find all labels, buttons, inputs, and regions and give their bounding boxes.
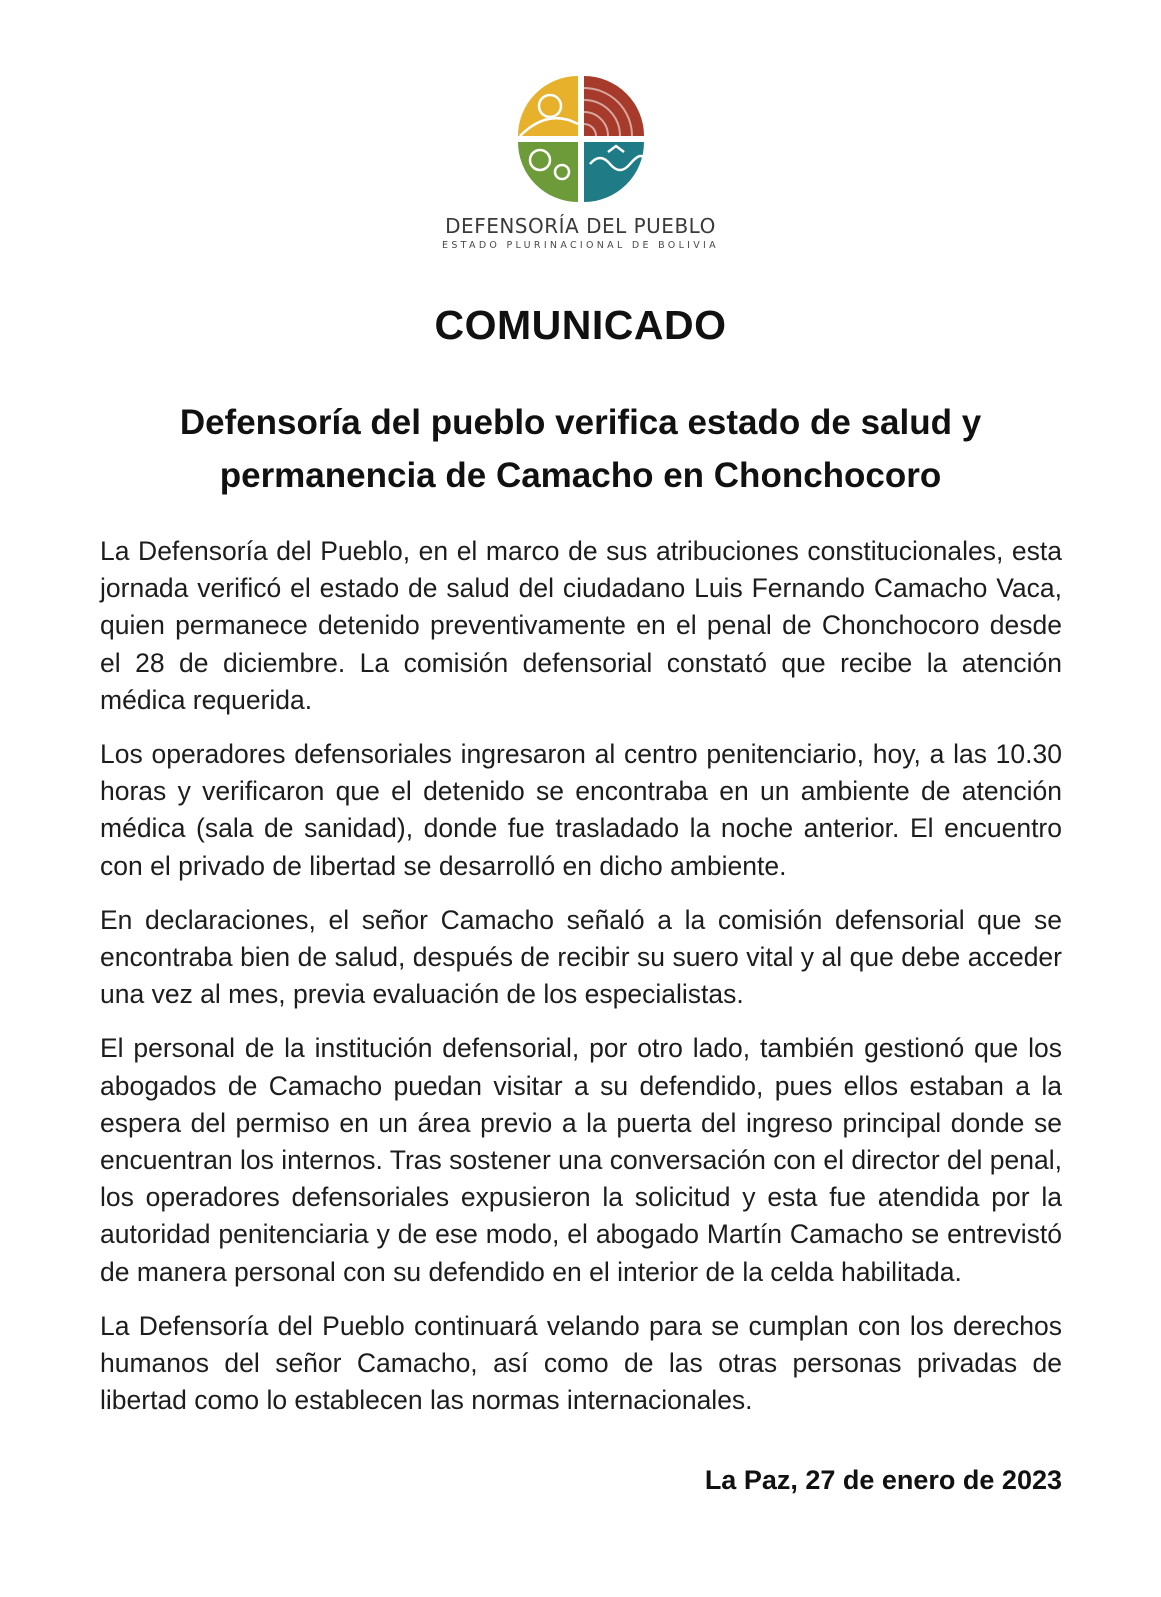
document-body (100, 533, 1062, 1436)
document-headline (0, 396, 1161, 502)
place-date: La Paz, 27 de enero de 2023 (704, 1465, 1062, 1495)
document-title: COMUNICADO (434, 302, 727, 348)
headline-line-2: permanencia de Camacho en Chonchocoro (219, 456, 942, 495)
defensoria-logo-icon (516, 74, 646, 204)
logo-quadrant-teal (584, 142, 644, 202)
paragraph-2: Los operadores defensoriales ingresaron al centro penitenciario, hoy, a las 10.30 horas y verificaron que el detenido se encontraba en un ambiente de atención médica (sala de sanidad), donde fue trasladado la noche anterior. El encuentro con el privado de libertad se desarrolló en dicho ambiente. (100, 739, 1062, 881)
paragraph-4: El personal de la institución defensorial, por otro lado, también gestionó que los abogados de Camacho puedan visitar a su defendido, pues ellos estaban a la espera del permiso en un área previo a la puerta del ingreso principal donde se encuentran los internos. Tras sostener una conversación con el director del penal, los operadores defensoriales expusieron la solicitud y esta fue atendida por la autoridad penitenciaria y de ese modo, el abogado Martín Camacho se entrevistó de manera personal con su defendido en el interior de la celda habilitada. (100, 1033, 1062, 1287)
org-subtitle: ESTADO PLURINACIONAL DE BOLIVIA (442, 240, 719, 251)
org-name: DEFENSORÍA DEL PUEBLO (445, 214, 716, 238)
headline-line-1: Defensoría del pueblo verifica estado de salud y (179, 403, 982, 442)
logo-block (0, 74, 1161, 251)
logo-quadrant-yellow (518, 76, 578, 136)
paragraph-3: En declaraciones, el señor Camacho señaló a la comisión defensorial que se encontraba bien de salud, después de recibir su suero vital y al que debe acceder una vez al mes, previa evaluación de los especialistas. (100, 904, 1062, 1010)
paragraph-5: La Defensoría del Pueblo continuará velando para se cumplan con los derechos humanos del señor Camacho, así como de las otras personas privadas de libertad como lo establecen las normas internacionales. (100, 1310, 1062, 1416)
paragraph-1: La Defensoría del Pueblo, en el marco de sus atribuciones constitucionales, esta jornada verificó el estado de salud del ciudadano Luis Fernando Camacho Vaca, quien permanece detenido preventivamente en el penal de Chonchocoro desde el 28 de diciembre. La comisión defensorial constató que recibe la atención médica requerida. (100, 536, 1062, 715)
